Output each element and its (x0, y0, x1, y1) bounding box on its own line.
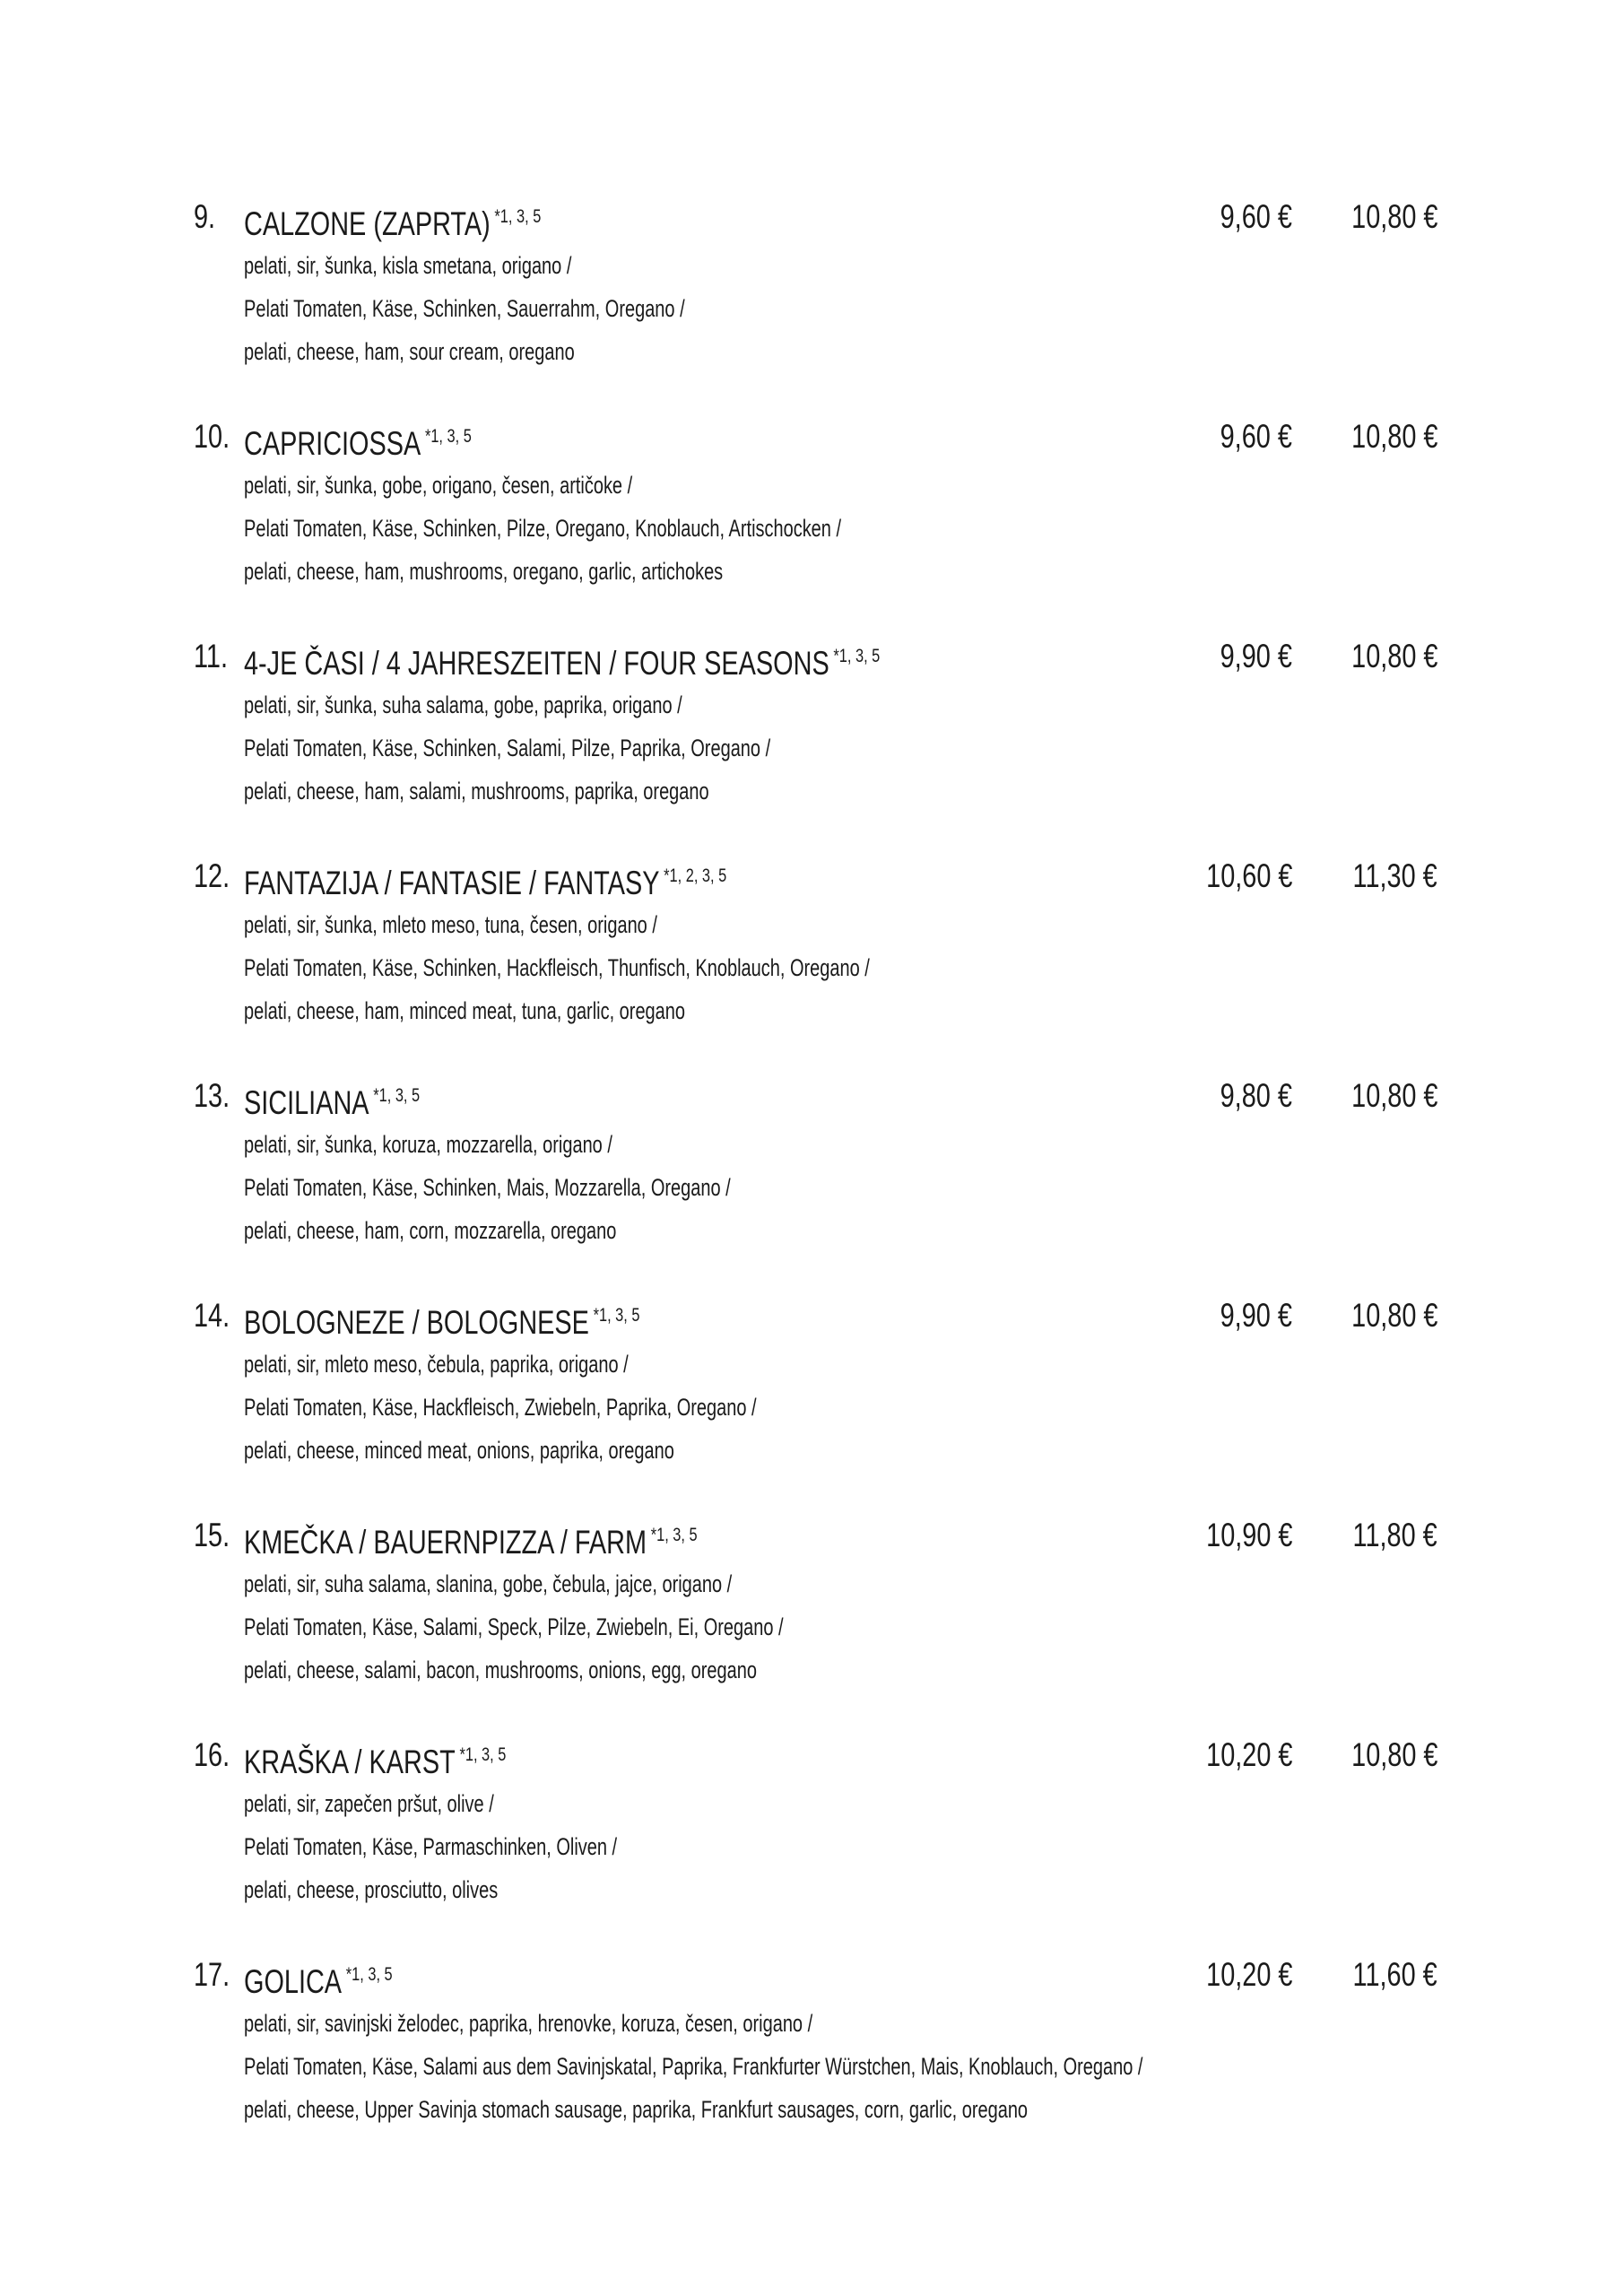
description-german: Pelati Tomaten, Käse, Schinken, Salami, Pilze, Paprika, Oregano / (244, 735, 771, 761)
item-title (244, 192, 541, 248)
price-small: 9,90 € (1220, 1297, 1292, 1334)
item-title (244, 1291, 640, 1347)
item-name: GOLICA (244, 1963, 343, 2000)
description-german: Pelati Tomaten, Käse, Salami, Speck, Pilze, Zwiebeln, Ei, Oregano / (244, 1613, 784, 1640)
price-large: 11,80 € (1352, 1517, 1437, 1553)
menu-item (0, 192, 1624, 412)
menu-item (0, 412, 1624, 631)
description-german: Pelati Tomaten, Käse, Parmaschinken, Oliven / (244, 1833, 618, 1860)
pizza-menu-list (0, 192, 1624, 2170)
item-title (244, 1071, 420, 1127)
item-name: 4-JE ČASI / 4 JAHRESZEITEN / FOUR SEASONS (244, 645, 829, 682)
description-slovenian: pelati, sir, mleto meso, čebula, paprika, origano / (244, 1351, 629, 1378)
description-slovenian: pelati, sir, šunka, gobe, origano, česen, artičoke / (244, 472, 633, 499)
item-number: 12. (194, 857, 230, 894)
item-allergens: *1, 3, 5 (373, 1085, 421, 1106)
item-name: CALZONE (ZAPRTA) (244, 205, 491, 242)
item-allergens: *1, 3, 5 (650, 1525, 698, 1545)
description-german: Pelati Tomaten, Käse, Schinken, Hackfleisch, Thunfisch, Knoblauch, Oregano / (244, 954, 870, 981)
item-description (244, 464, 841, 593)
item-description (244, 1782, 617, 1911)
item-name: SICILIANA (244, 1084, 369, 1121)
price-small: 9,60 € (1220, 198, 1292, 235)
description-slovenian: pelati, sir, šunka, koruza, mozzarella, origano / (244, 1131, 612, 1158)
item-number: 15. (194, 1517, 230, 1553)
price-large: 10,80 € (1350, 198, 1437, 235)
item-allergens: *1, 3, 5 (345, 1964, 393, 1985)
description-slovenian: pelati, sir, šunka, suha salama, gobe, paprika, origano / (244, 691, 682, 718)
item-allergens: *1, 3, 5 (494, 206, 542, 227)
item-allergens: *1, 3, 5 (593, 1305, 640, 1326)
price-small: 9,80 € (1220, 1077, 1292, 1114)
item-number: 10. (194, 418, 230, 455)
description-german: Pelati Tomaten, Käse, Schinken, Mais, Mozzarella, Oregano / (244, 1174, 731, 1201)
price-small: 10,60 € (1205, 857, 1292, 894)
item-name: BOLOGNEZE / BOLOGNESE (244, 1304, 589, 1341)
price-small: 10,90 € (1205, 1517, 1292, 1553)
menu-item (0, 1071, 1624, 1291)
item-allergens: *1, 3, 5 (833, 646, 881, 666)
description-german: Pelati Tomaten, Käse, Salami aus dem Savinjskatal, Paprika, Frankfurter Würstchen, Mais, Knoblauch, Oregano / (244, 2053, 1143, 2080)
price-small: 9,60 € (1220, 418, 1292, 455)
item-name: FANTAZIJA / FANTASIE / FANTASY (244, 865, 660, 901)
item-description (244, 1123, 731, 1252)
description-english: pelati, cheese, ham, salami, mushrooms, paprika, oregano (244, 778, 709, 804)
item-number: 11. (194, 638, 228, 674)
item-description (244, 903, 870, 1032)
item-title (244, 631, 880, 688)
description-slovenian: pelati, sir, suha salama, slanina, gobe, čebula, jajce, origano / (244, 1570, 733, 1597)
price-small: 10,20 € (1205, 1736, 1292, 1773)
item-title (244, 1730, 506, 1787)
description-english: pelati, cheese, ham, mushrooms, oregano, garlic, artichokes (244, 558, 724, 585)
price-large: 11,30 € (1352, 857, 1437, 894)
price-large: 10,80 € (1350, 1297, 1437, 1334)
item-number: 16. (194, 1736, 230, 1773)
item-allergens: *1, 2, 3, 5 (664, 865, 727, 886)
price-small: 10,20 € (1205, 1956, 1292, 1993)
item-title (244, 1510, 698, 1567)
item-number: 17. (194, 1956, 230, 1993)
menu-item (0, 1950, 1624, 2170)
description-german: Pelati Tomaten, Käse, Schinken, Pilze, Oregano, Knoblauch, Artischocken / (244, 515, 842, 542)
price-small: 9,90 € (1220, 638, 1292, 674)
item-number: 9. (194, 198, 216, 235)
description-english: pelati, cheese, prosciutto, olives (244, 1876, 499, 1903)
description-slovenian: pelati, sir, zapečen pršut, olive / (244, 1790, 494, 1817)
item-description (244, 2002, 1142, 2131)
description-english: pelati, cheese, ham, minced meat, tuna, garlic, oregano (244, 997, 686, 1024)
description-german: Pelati Tomaten, Käse, Hackfleisch, Zwiebeln, Paprika, Oregano / (244, 1394, 757, 1421)
description-slovenian: pelati, sir, šunka, mleto meso, tuna, česen, origano / (244, 911, 657, 938)
description-english: pelati, cheese, salami, bacon, mushrooms, onions, egg, oregano (244, 1657, 757, 1683)
price-large: 10,80 € (1350, 1736, 1437, 1773)
menu-item (0, 1510, 1624, 1730)
item-title (244, 851, 726, 908)
menu-item (0, 631, 1624, 851)
item-allergens: *1, 3, 5 (459, 1744, 507, 1765)
description-english: pelati, cheese, Upper Savinja stomach sausage, paprika, Frankfurt sausages, corn, garlic, oregano (244, 2096, 1029, 2123)
description-english: pelati, cheese, ham, sour cream, oregano (244, 338, 575, 365)
menu-item (0, 1730, 1624, 1950)
price-large: 10,80 € (1350, 638, 1437, 674)
item-name: KRAŠKA / KARST (244, 1744, 456, 1780)
item-name: CAPRICIOSSA (244, 425, 421, 462)
item-description (244, 1562, 784, 1692)
item-description (244, 244, 685, 373)
description-slovenian: pelati, sir, savinjski želodec, paprika, hrenovke, koruza, česen, origano / (244, 2010, 813, 2037)
item-allergens: *1, 3, 5 (424, 426, 472, 447)
description-english: pelati, cheese, minced meat, onions, paprika, oregano (244, 1437, 674, 1464)
item-title (244, 1950, 393, 2006)
item-description (244, 1343, 757, 1472)
menu-item (0, 1291, 1624, 1510)
description-english: pelati, cheese, ham, corn, mozzarella, oregano (244, 1217, 617, 1244)
price-large: 10,80 € (1350, 418, 1437, 455)
item-number: 14. (194, 1297, 230, 1334)
item-description (244, 683, 770, 813)
price-large: 11,60 € (1352, 1956, 1437, 1993)
price-large: 10,80 € (1350, 1077, 1437, 1114)
description-german: Pelati Tomaten, Käse, Schinken, Sauerrahm, Oregano / (244, 295, 685, 322)
item-title (244, 412, 472, 468)
item-name: KMEČKA / BAUERNPIZZA / FARM (244, 1524, 647, 1561)
item-number: 13. (194, 1077, 230, 1114)
description-slovenian: pelati, sir, šunka, kisla smetana, origano / (244, 252, 572, 279)
menu-item (0, 851, 1624, 1071)
